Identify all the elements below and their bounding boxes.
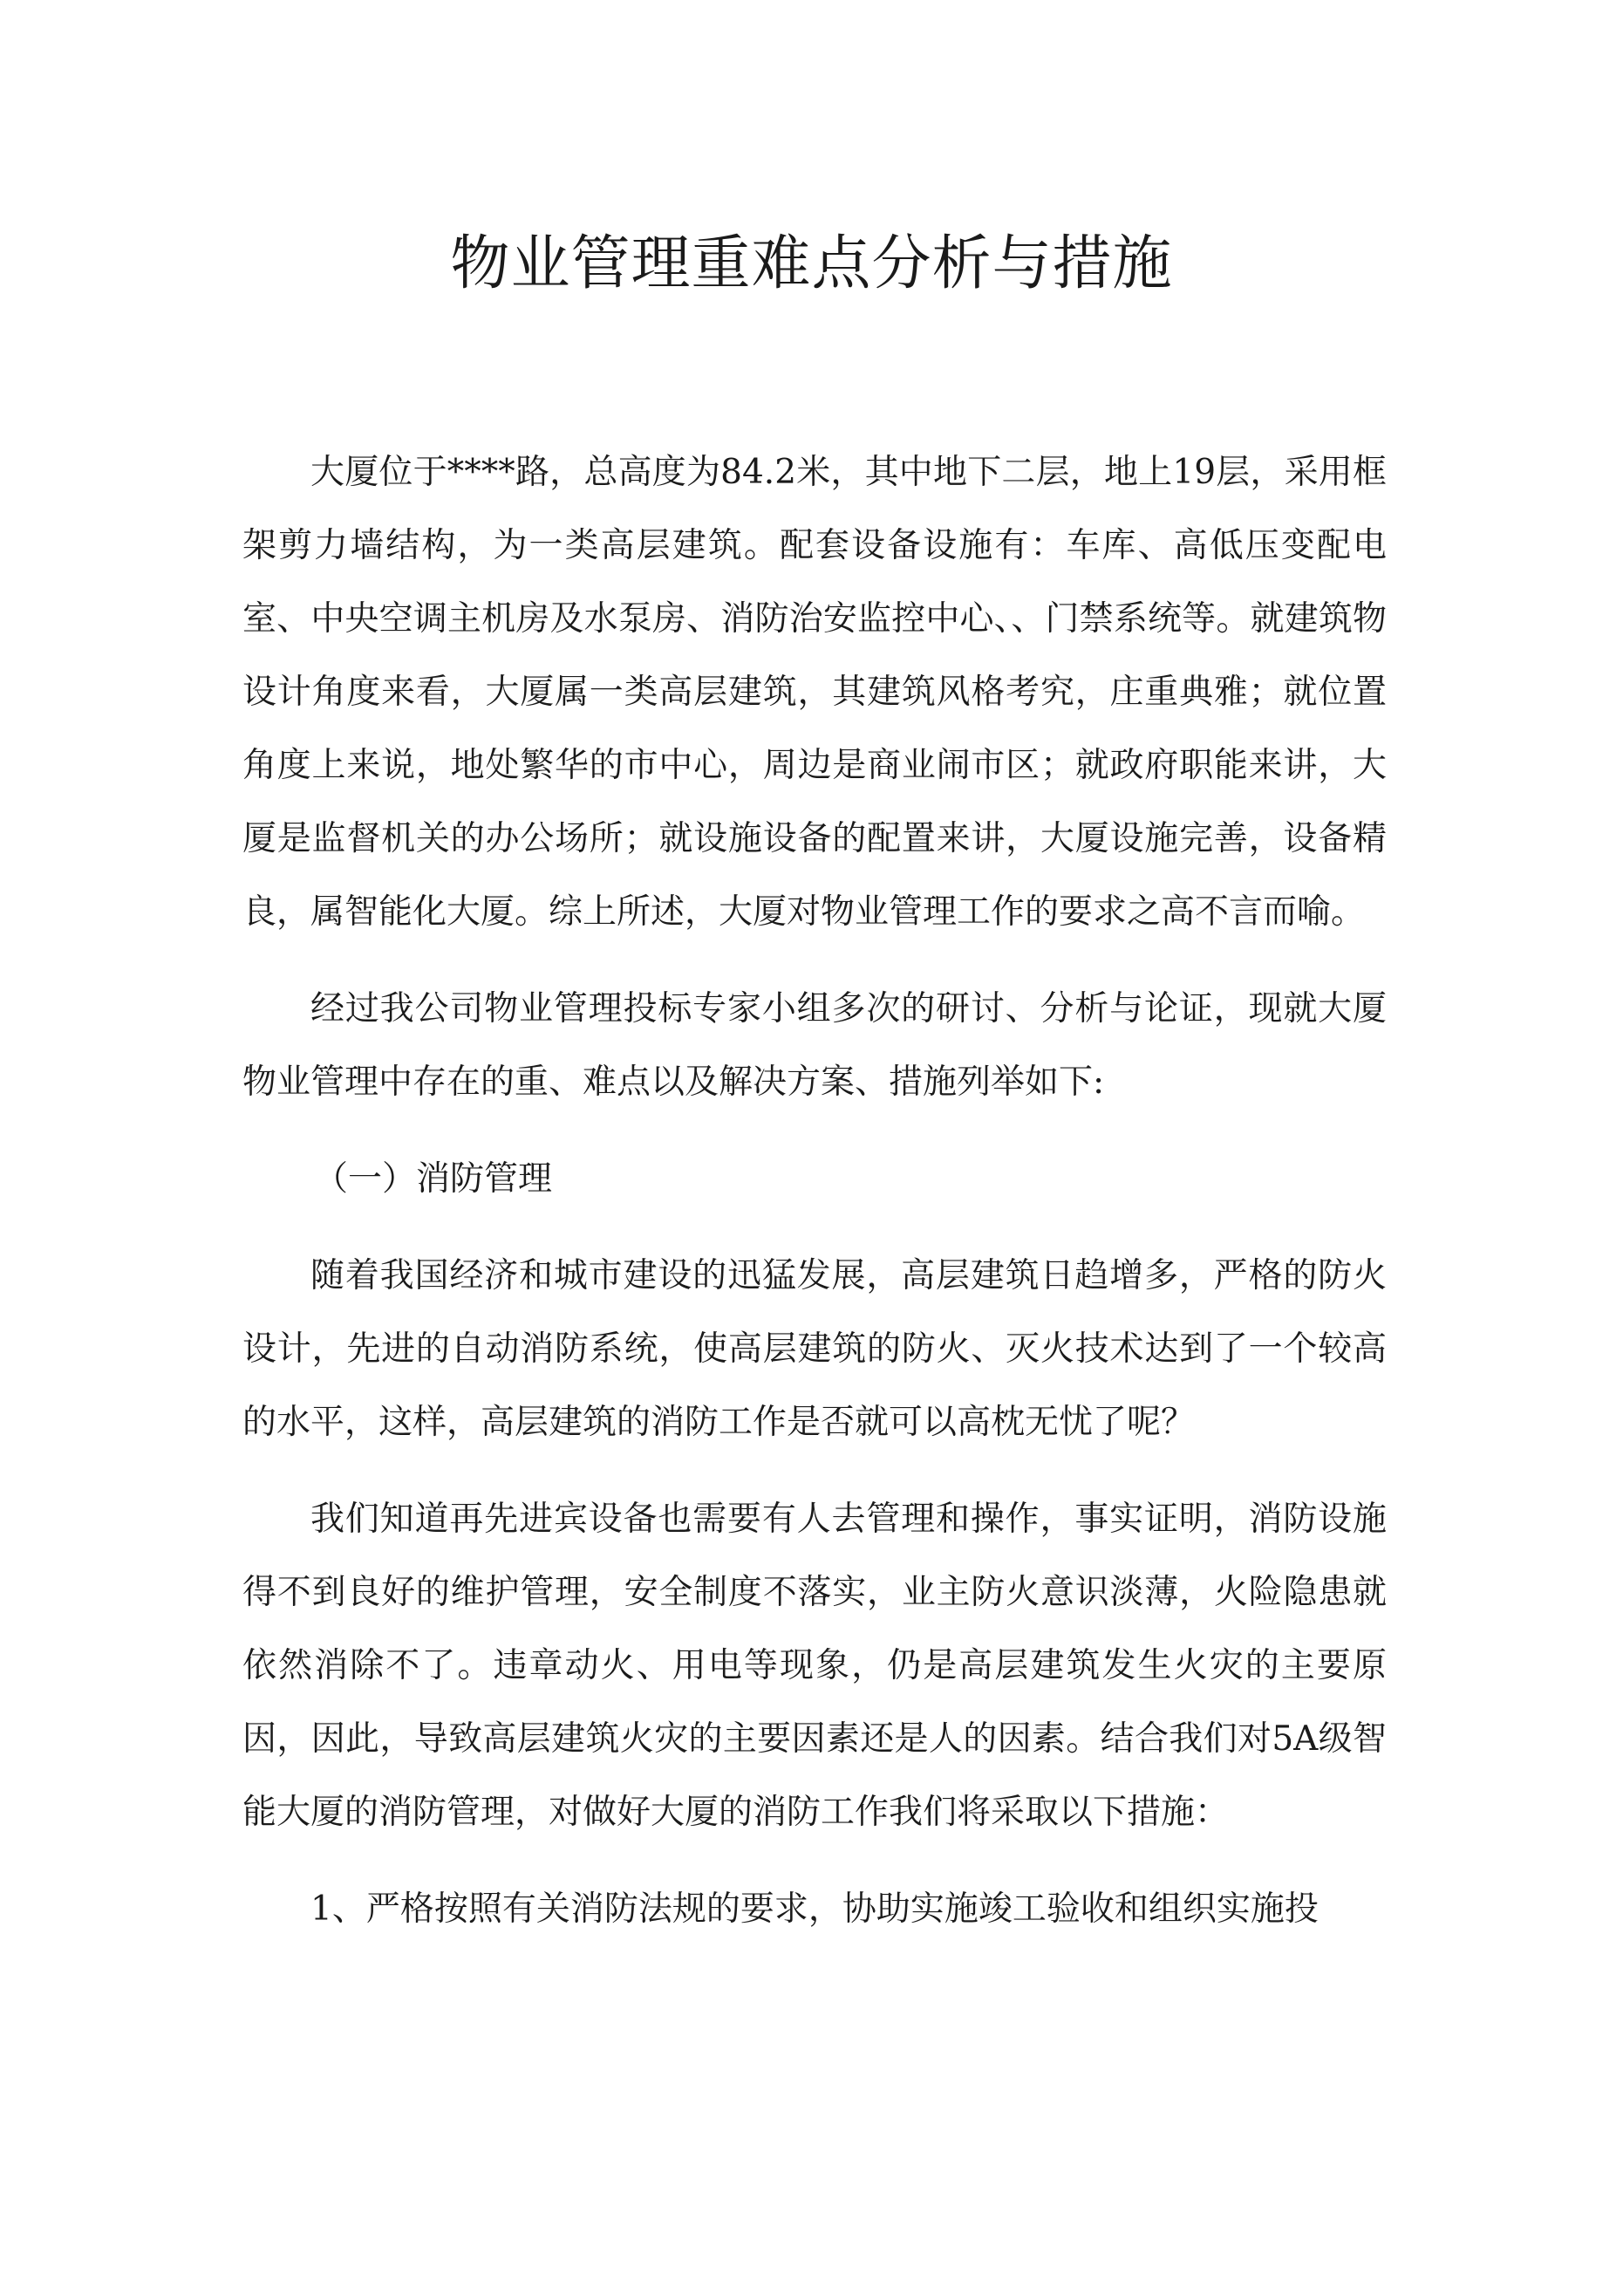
document-title: 物业管理重难点分析与措施 xyxy=(450,229,1173,298)
section-paragraph: 我们知道再先进宾设备也需要有人去管理和操作，事实证明，消防设施得不到良好的维护管理，安全制度不落实，业主防火意识淡薄，火险隐患就依然消除不了。违章动火、用电等现象，仍是高层建筑发生火灾的主要原因，因此，导致高层建筑火灾的主要因素还是人的因素。结合我们对5A级智能大厦的消防管理，对做好大厦的消防工作我们将采取以下措施： xyxy=(242,1500,1387,1832)
section-heading-fire-management: （一）消防管理 xyxy=(314,1159,553,1199)
intro-paragraph: 大厦位于****路，总高度为84.2米，其中地下二层，地上19层，采用框架剪力墙结构，为一类高层建筑。配套设备设施有：车库、高低压变配电室、中央空调主机房及水泵房、消防治安监控中心、、门禁系统等。就建筑物设计角度来看，大厦属一类高层建筑，其建筑风格考究，庄重典雅；就位置角度上来说，地处繁华的市中心，周边是商业闹市区；就政府职能来讲，大厦是监督机关的办公场所；就设施设备的配置来讲，大厦设施完善，设备精良，属智能化大厦。综上所述，大厦对物业管理工作的要求之高不言而喻。 xyxy=(242,453,1387,932)
summary-paragraph: 经过我公司物业管理投标专家小组多次的研讨、分析与论证，现就大厦物业管理中存在的重、难点以及解决方案、措施列举如下: xyxy=(242,989,1387,1102)
document-body xyxy=(242,436,1387,1946)
section-paragraph: 随着我国经济和城市建设的迅猛发展，高层建筑日趋增多，严格的防火设计，先进的自动消防系统，使高层建筑的防火、灭火技术达到了一个较高的水平，这样，高层建筑的消防工作是否就可以高枕无忧了呢？ xyxy=(242,1256,1387,1442)
list-item-paragraph: 1、严格按照有关消防法规的要求，协助实施竣工验收和组织实施投 xyxy=(310,1889,1319,1929)
